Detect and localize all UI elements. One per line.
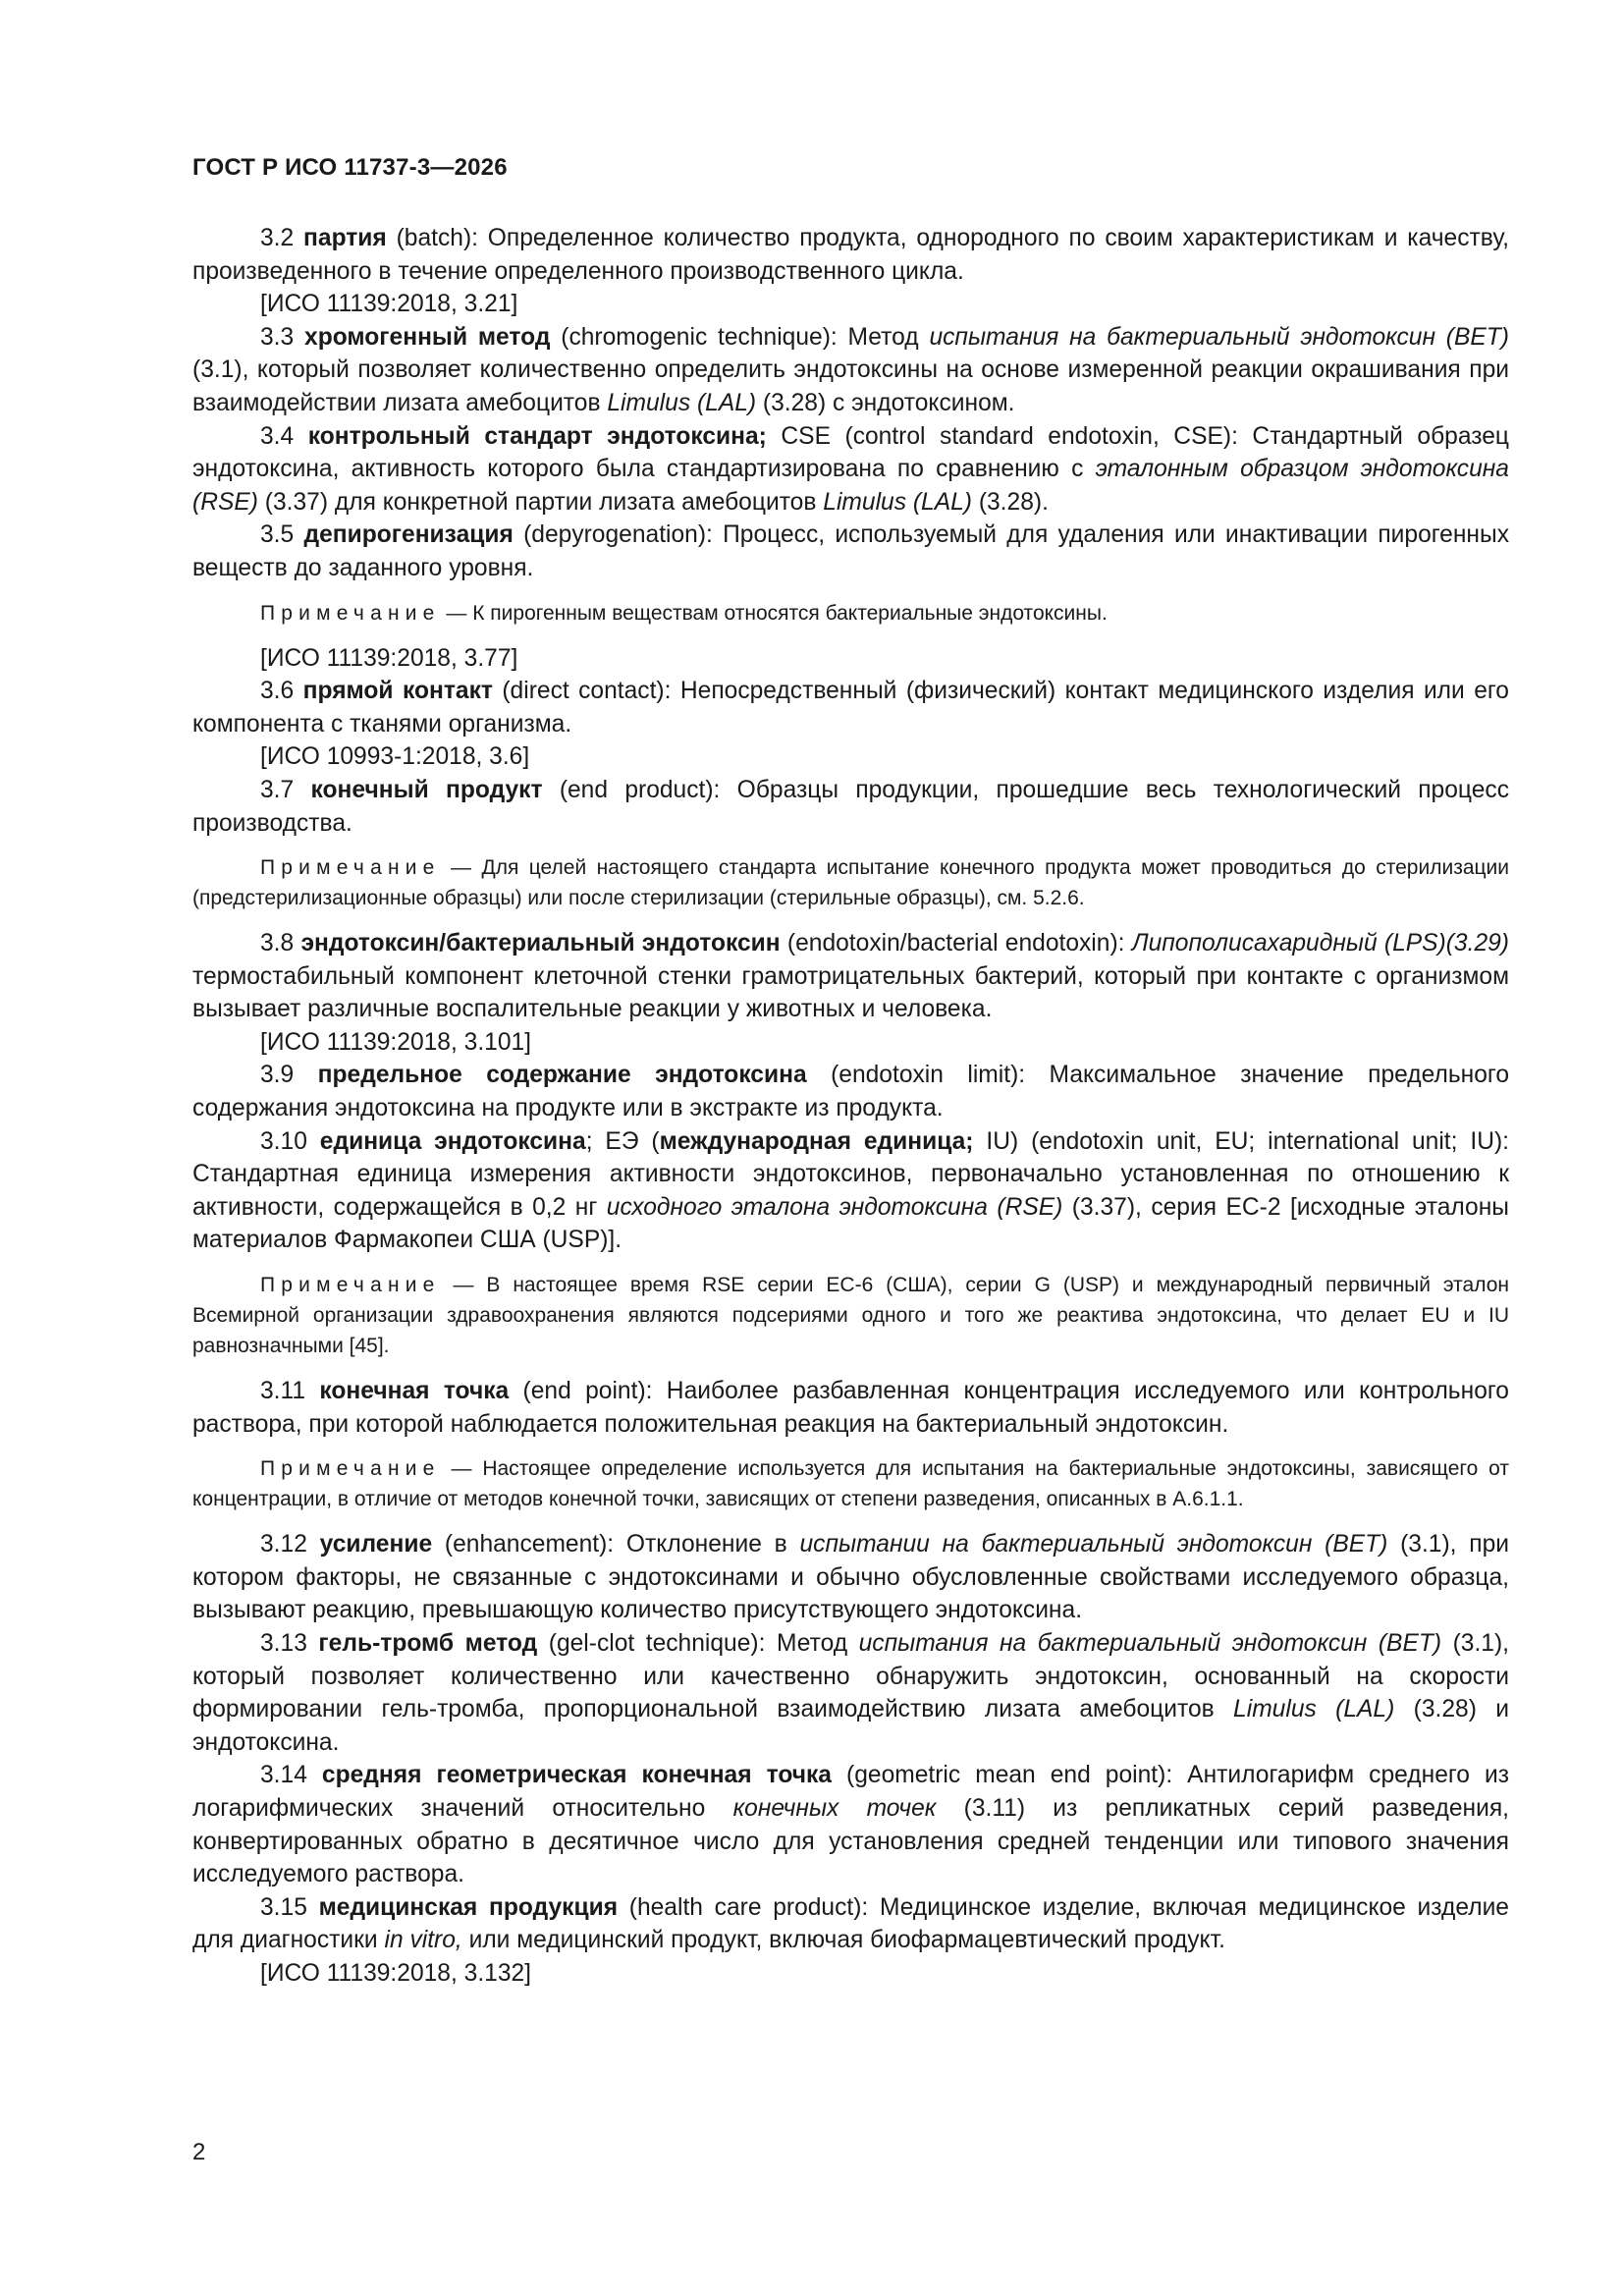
reference: [ИСО 11139:2018, 3.101]	[260, 1028, 532, 1056]
term-entry-3-6: 3.6 прямой контакт (direct contact): Непосредственный (физический) контакт медицинского изделия или его компонента с тканями организма.	[192, 678, 1509, 738]
note: Примечание — Для целей настоящего стандарта испытание конечного продукта может проводиться до стерилизации (предстерилизационные образцы) или после стерилизации (стерильные образцы), см. 5.2.6.	[192, 856, 1509, 910]
term: хромогенный метод	[304, 323, 551, 351]
note: Примечание — Настоящее определение используется для испытания на бактериальные эндотоксины, зависящего от концентрации, в отличие от методов конечной точки, зависящих от степени разведения, описанных в А.6.1.1.	[192, 1457, 1509, 1511]
reference: [ИСО 11139:2018, 3.77]	[260, 644, 518, 672]
term: эндотоксин/бактериальный эндотоксин	[300, 930, 781, 957]
note-label: Примечание	[260, 1274, 441, 1297]
term: медицинская продукция	[318, 1893, 619, 1921]
term-entry-3-8: 3.8 эндотоксин/бактериальный эндотоксин (endotoxin/bacterial endotoxin): Липополисахаридный (LPS)(3.29) термостабильный компонент клеточной стенки грамотрицательных бактерий, который при контакте с организмом вызывает различные воспалительные реакции у животных и человека.	[192, 930, 1509, 1023]
term: депирогенизация	[303, 521, 514, 549]
term: усиление	[319, 1531, 433, 1558]
term: контрольный стандарт эндотоксина;	[307, 422, 767, 450]
term: средняя геометрическая конечная точка	[321, 1762, 832, 1789]
note-label: Примечание	[260, 856, 441, 880]
term: прямой контакт	[302, 678, 493, 705]
reference: [ИСО 11139:2018, 3.21]	[260, 291, 518, 318]
term: партия	[303, 225, 387, 251]
term-entry-3-7: 3.7 конечный продукт (end product): Образцы продукции, прошедшие весь технологический процесс производства.	[192, 776, 1509, 837]
term-entry-3-10: 3.10 единица эндотоксина; ЕЭ (международная единица; IU) (endotoxin unit, EU; international unit; IU): Стандартная единица измерения активности эндотоксинов, первоначально установленная по отношению к активности, содержащейся в 0,2 нг исходного эталона эндотоксина (RSE) (3.37), серия EC-2 [исходные эталоны материалов Фармакопеи США (USP)].	[192, 1127, 1509, 1254]
document-header: ГОСТ Р ИСО 11737-3—2026	[192, 154, 508, 181]
term: предельное содержание эндотоксина	[317, 1062, 807, 1089]
term-entry-3-2: 3.2 партия (batch): Определенное количество продукта, однородного по своим характеристикам и качеству, произведенного в течение определенного производственного цикла.	[192, 225, 1509, 285]
term-entry-3-3: 3.3 хромогенный метод (chromogenic technique): Метод испытания на бактериальный эндотоксин (BET) (3.1), который позволяет количественно определить эндотоксины на основе измеренной реакции окрашивания при взаимодействии лизата амебоцитов Limulus (LAL) (3.28) с эндотоксином.	[192, 323, 1509, 416]
note-label: Примечание	[260, 601, 441, 625]
reference: [ИСО 11139:2018, 3.132]	[260, 1959, 532, 1987]
term-entry-3-4: 3.4 контрольный стандарт эндотоксина; CSE (control standard endotoxin, CSE): Стандартный образец эндотоксина, активность которого была стандартизирована по сравнению с эталонным образцом эндотоксина (RSE) (3.37) для конкретной партии лизата амебоцитов Limulus (LAL) (3.28).	[192, 422, 1510, 516]
document-body	[192, 222, 1509, 1991]
note: Примечание — В настоящее время RSE серии EC-6 (США), серии G (USP) и международный первичный эталон Всемирной организации здравоохранения являются подсериями одного и того же реактива эндотоксина, что делает EU и IU равнозначными [45].	[192, 1274, 1509, 1358]
term-entry-3-9: 3.9 предельное содержание эндотоксина (endotoxin limit): Максимальное значение предельного содержания эндотоксина на продукте или в экстракте из продукта.	[192, 1062, 1509, 1122]
note-label: Примечание	[260, 1457, 441, 1481]
reference: [ИСО 10993-1:2018, 3.6]	[260, 743, 530, 771]
term: конечная точка	[319, 1378, 510, 1405]
note: Примечание — К пирогенным веществам относятся бактериальные эндотоксины.	[260, 601, 1108, 625]
term-entry-3-14: 3.14 средняя геометрическая конечная точка (geometric mean end point): Антилогарифм среднего из логарифмических значений относительно конечных точек (3.11) из репликатных серий разведения, конвертированных обратно в десятичное число для установления средней тенденции или типового значения исследуемого раствора.	[192, 1762, 1510, 1888]
term: конечный продукт	[310, 776, 543, 803]
term-entry-3-12: 3.12 усиление (enhancement): Отклонение в испытании на бактериальный эндотоксин (BET) (3.1), при котором факторы, не связанные с эндотоксинами и обычно обусловленные свойствами исследуемого образца, вызывают реакцию, превышающую количество присутствующего эндотоксина.	[192, 1531, 1509, 1624]
term-entry-3-15: 3.15 медицинская продукция (health care product): Медицинское изделие, включая медицинское изделие для диагностики in vitro, или медицинский продукт, включая биофармацевтический продукт.	[192, 1893, 1509, 1954]
term-entry-3-11: 3.11 конечная точка (end point): Наиболее разбавленная концентрация исследуемого или контрольного раствора, при которой наблюдается положительная реакция на бактериальный эндотоксин.	[192, 1378, 1509, 1438]
term-entry-3-5: 3.5 депирогенизация (depyrogenation): Процесс, используемый для удаления или инактивации пирогенных веществ до заданного уровня.	[192, 521, 1509, 581]
term: единица эндотоксина	[319, 1127, 586, 1155]
term: гель-тромб метод	[318, 1630, 538, 1657]
term-entry-3-13: 3.13 гель-тромб метод (gel-clot technique): Метод испытания на бактериальный эндотоксин (BET) (3.1), который позволяет количественно или качественно обнаружить эндотоксин, основанный на скорости формировании гель-тромба, пропорциональной взаимодействию лизата амебоцитов Limulus (LAL) (3.28) и эндотоксина.	[192, 1630, 1510, 1756]
page-number: 2	[192, 2139, 206, 2165]
